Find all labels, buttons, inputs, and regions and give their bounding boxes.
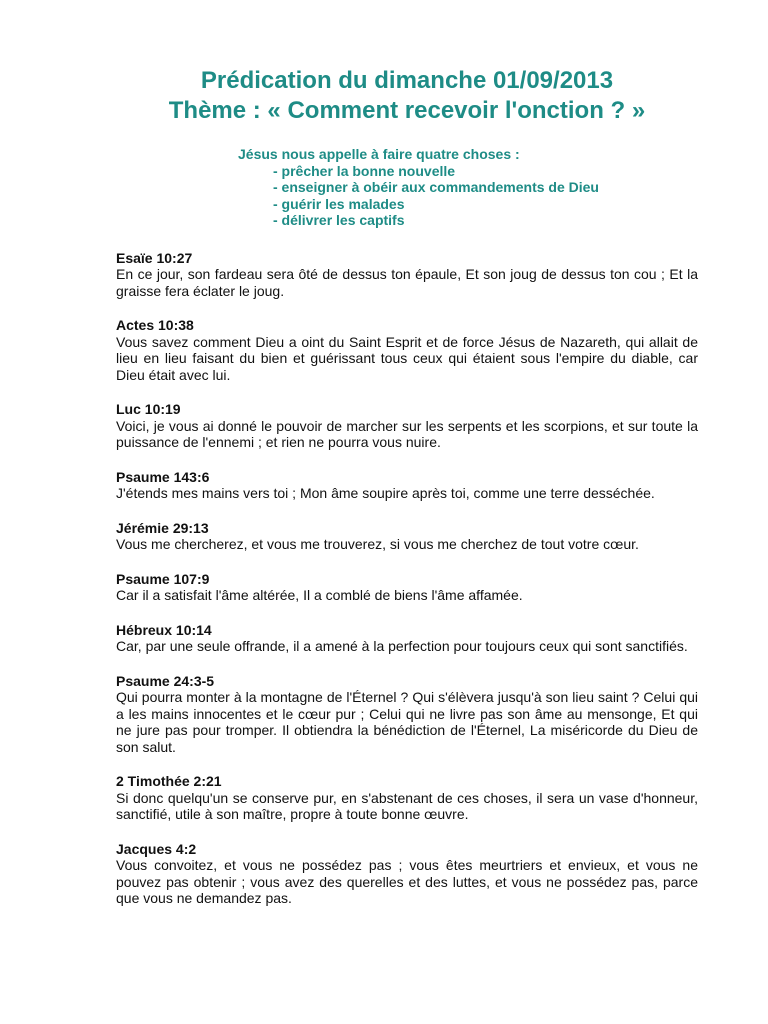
verse-block [116, 673, 698, 756]
verse-block [116, 250, 698, 300]
verse-text: Qui pourra monter à la montagne de l'Éternel ? Qui s'élèvera jusqu'à son lieu saint ? Celui qui a les mains innocentes et le cœur pur ; Celui qui ne livre pas son âme au mensonge, Et qui ne jure pas pour tromper. Il obtiendra la bénédiction de l'Éternel, La miséricorde du Dieu de son salut. [116, 689, 698, 755]
verse-text: En ce jour, son fardeau sera ôté de dessus ton épaule, Et son joug de dessus ton cou ; Et la graisse fera éclater le joug. [116, 266, 698, 299]
verse-text: Si donc quelqu'un se conserve pur, en s'abstenant de ces choses, il sera un vase d'honneur, sanctifié, utile à son maître, propre à toute bonne œuvre. [116, 789, 698, 822]
verse-reference: Jacques 4:2 [116, 840, 197, 857]
intro-item: - enseigner à obéir aux commandements de Dieu [273, 179, 599, 195]
intro-heading: Jésus nous appelle à faire quatre choses : [238, 146, 520, 162]
verse-block [116, 571, 698, 604]
verse-block [116, 773, 698, 823]
title-line-1: Prédication du dimanche 01/09/2013 [200, 67, 614, 94]
verse-reference: Luc 10:19 [116, 401, 181, 417]
verse-reference: 2 Timothée 2:21 [116, 773, 222, 789]
intro-item: - délivrer les captifs [273, 212, 405, 228]
verse-text: J'étends mes mains vers toi ; Mon âme soupire après toi, comme une terre desséchée. [116, 485, 655, 501]
verse-text: Vous convoitez, et vous ne possédez pas ; vous êtes meurtriers et envieux, et vous ne pouvez pas obtenir ; vous avez des querelles et des luttes, et vous ne possédez pas, parce que vous ne demandez pas. [116, 857, 698, 906]
verse-text: Voici, je vous ai donné le pouvoir de marcher sur les serpents et les scorpions, et sur toute la puissance de l'ennemi ; et rien ne pourra vous nuire. [116, 417, 698, 450]
verse-text: Vous me chercherez, et vous me trouverez, si vous me cherchez de tout votre cœur. [116, 536, 639, 552]
intro-item: - prêcher la bonne nouvelle [273, 162, 456, 179]
document-page [116, 66, 698, 925]
intro-block [238, 146, 698, 229]
verse-block [116, 401, 698, 451]
verse-reference: Psaume 143:6 [116, 468, 210, 485]
verse-text: Car, par une seule offrande, il a amené à la perfection pour toujours ceux qui sont sanctifiés. [116, 638, 688, 654]
verse-block [116, 622, 698, 655]
verse-block [116, 317, 698, 383]
verse-text: Car il a satisfait l'âme altérée, Il a comblé de biens l'âme affamée. [116, 587, 523, 603]
verse-reference: Psaume 24:3-5 [116, 672, 215, 689]
verse-reference: Jérémie 29:13 [116, 519, 209, 536]
verse-list [116, 250, 698, 907]
verse-reference: Hébreux 10:14 [116, 621, 212, 638]
document-title [116, 66, 698, 126]
verse-block [116, 469, 698, 502]
title-line-2: Thème : « Comment recevoir l'onction ? » [168, 97, 646, 124]
verse-reference: Psaume 107:9 [116, 570, 210, 587]
verse-reference: Esaïe 10:27 [116, 249, 193, 266]
intro-item: - guérir les malades [273, 195, 405, 212]
verse-text: Vous savez comment Dieu a oint du Saint Esprit et de force Jésus de Nazareth, qui allait de lieu en lieu faisant du bien et guérissant tous ceux qui étaient sous l'empire du diable, car Dieu était avec lui. [116, 333, 698, 383]
verse-block [116, 520, 698, 553]
verse-reference: Actes 10:38 [116, 317, 194, 333]
verse-block [116, 841, 698, 907]
